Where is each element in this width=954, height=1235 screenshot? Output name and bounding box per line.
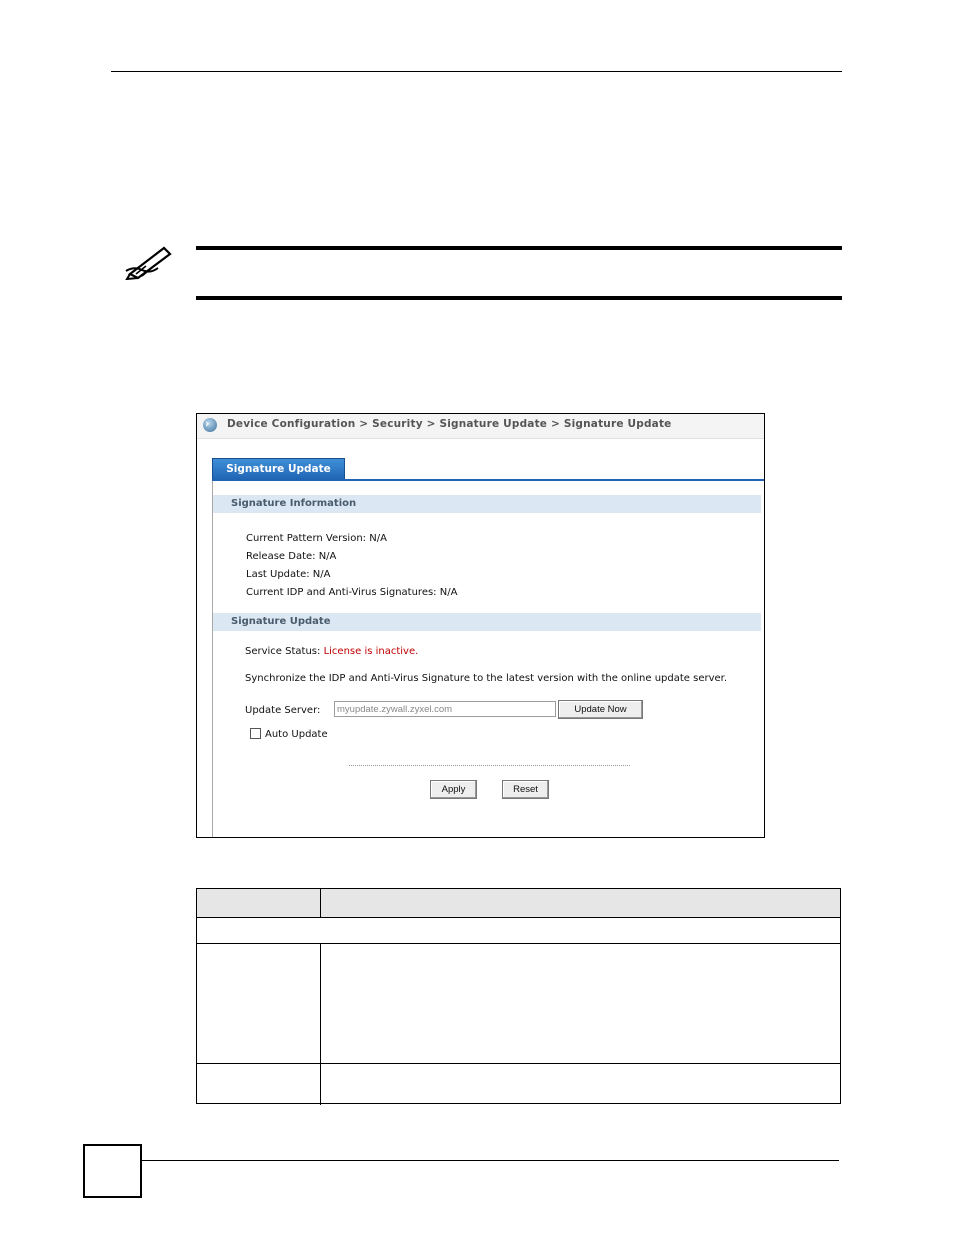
tab-signature-update[interactable]: Signature Update [212, 458, 345, 480]
breadcrumb-bar [197, 414, 764, 439]
auto-update-label: Auto Update [265, 729, 328, 740]
section-signature-update: Signature Update [213, 613, 761, 631]
table-section-row [197, 918, 840, 944]
field-description-table [196, 888, 841, 1104]
table-column-divider [320, 889, 321, 917]
button-separator [349, 765, 630, 766]
table-column-divider [320, 1064, 321, 1105]
update-server-label: Update Server: [245, 705, 321, 716]
auto-update-checkbox[interactable] [250, 728, 261, 739]
table-column-divider [320, 944, 321, 1064]
breadcrumb-arrow-icon: › [203, 418, 217, 432]
sync-description: Synchronize the IDP and Anti-Virus Signature to the latest version with the online update server. [245, 673, 728, 684]
update-server-input[interactable]: myupdate.zywall.zyxel.com [334, 701, 556, 717]
section-signature-information: Signature Information [213, 495, 761, 513]
note-top-rule [196, 246, 842, 250]
reset-button[interactable]: Reset [502, 780, 549, 799]
last-update: Last Update: N/A [246, 569, 331, 580]
current-signatures: Current IDP and Anti-Virus Signatures: N/A [246, 587, 458, 598]
page-header-rule [111, 71, 842, 72]
tab-content [212, 481, 762, 837]
breadcrumb: Device Configuration > Security > Signature Update > Signature Update [227, 418, 672, 430]
pencil-note-icon [124, 244, 174, 280]
apply-button[interactable]: Apply [430, 780, 477, 799]
note-bottom-rule [196, 296, 842, 300]
current-pattern-version: Current Pattern Version: N/A [246, 533, 387, 544]
table-header-row [197, 889, 840, 918]
page-number-box [83, 1144, 142, 1198]
signature-update-screenshot [196, 413, 765, 838]
release-date: Release Date: N/A [246, 551, 337, 562]
service-status-label: Service Status: [245, 646, 321, 657]
page-footer-rule [140, 1160, 839, 1161]
update-now-button[interactable]: Update Now [558, 700, 643, 719]
service-status [245, 646, 418, 657]
service-status-value: License is inactive. [323, 646, 419, 657]
table-row [197, 944, 840, 1064]
